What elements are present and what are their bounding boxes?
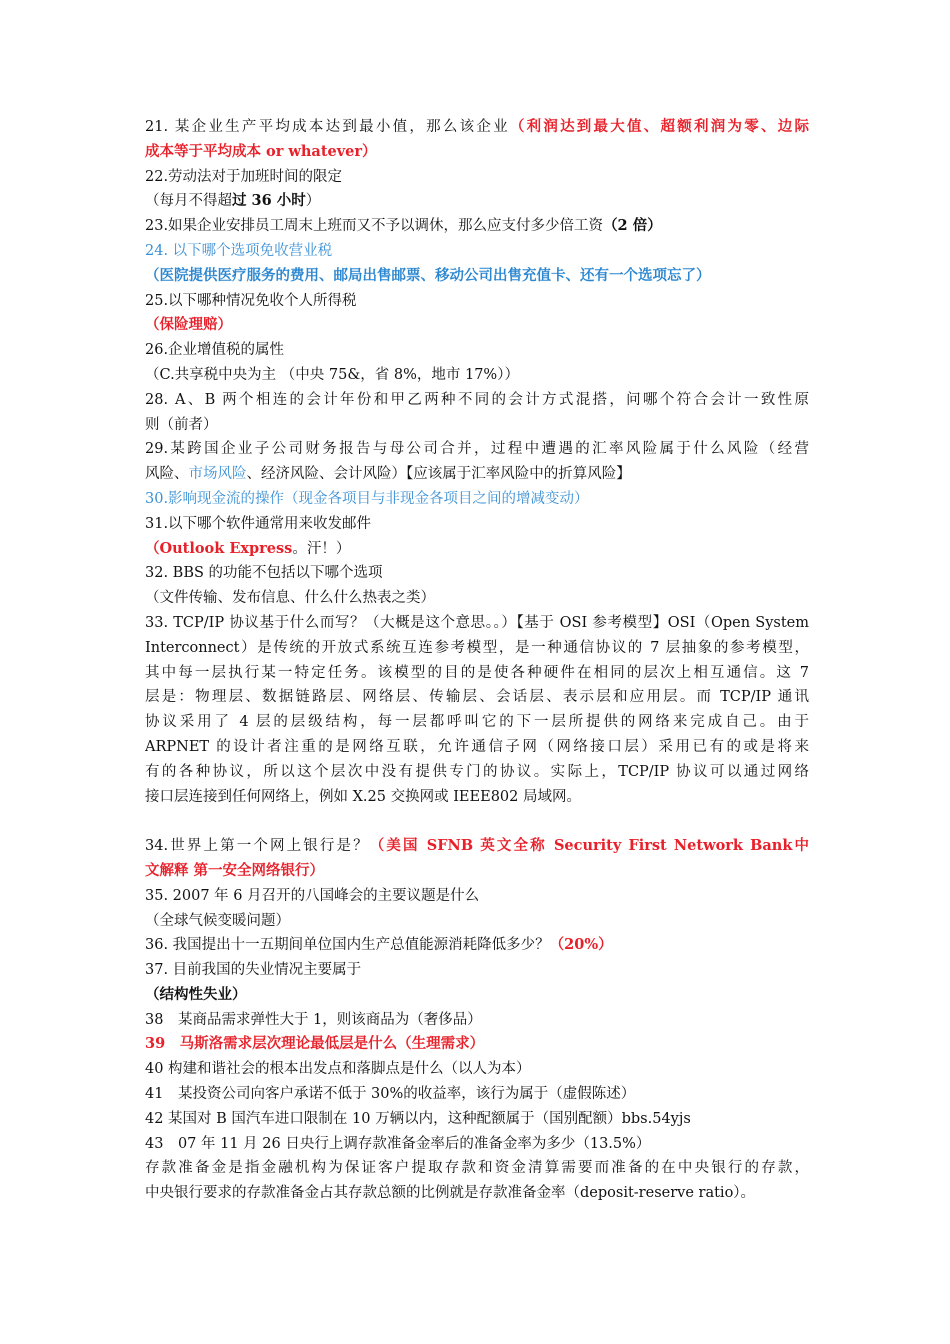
q33-line1: 33. TCP/IP 协议基于什么而写？（大概是这个意思。。）【基于 OSI 参考模型】OSI（Open System	[145, 614, 809, 631]
q29-market-risk: 市场风险	[188, 466, 247, 483]
q26-question: 26.企业增值税的属性	[145, 342, 285, 359]
q29-line2: 风险、市场风险、经济风险、会计风险）【应该属于汇率风险中的折算风险】	[145, 466, 631, 483]
paragraph-gap	[145, 809, 809, 834]
q43-explanation-line2: 中央银行要求的存款准备金占其存款总额的比例就是存款准备金率（deposit-reserve ratio）。	[145, 1185, 756, 1202]
q40-line: 40 构建和谐社会的根本出发点和落脚点是什么（以人为本）	[145, 1061, 531, 1078]
q43-line: 43 07 年 11 月 26 日央行上调存款准备金率后的准备金率为多少（13.5%）	[145, 1135, 651, 1152]
q33-line5: 协议采用了 4 层的层级结构，每一层都呼叫它的下一层所提供的网络来完成自己。由于	[145, 714, 809, 731]
q33-line6: ARPNET 的设计者注重的是网络互联，允许通信子网（网络接口层）采用已有的或是将来	[145, 738, 809, 755]
q33-line3: 其中每一层执行某一特定任务。该模型的目的是使各种硬件在相同的层次上相互通信。这 7	[145, 664, 809, 681]
q36-answer: （20%）	[549, 936, 613, 954]
q23-line	[145, 214, 809, 239]
q30-line: 30.影响现金流的操作（现金各项目与非现金各项目之间的增减变动）	[145, 490, 589, 507]
q23-question: 23.如果企业安排员工周末上班而又不予以调休，那么应支付多少倍工资	[145, 218, 604, 235]
q34-line1: 34.世界上第一个网上银行是？（美国 SFNB 英文全称 Security First Network Bank中	[145, 837, 809, 855]
q34-answer-part2: 文解释 第一安全网络银行）	[145, 861, 325, 879]
q38-line: 38 某商品需求弹性大于 1，则该商品为（奢侈品）	[145, 1011, 482, 1028]
q42-line: 42 某国对 B 国汽车进口限制在 10 万辆以内，这种配额属于（国别配额）bbs.54yjs	[145, 1110, 691, 1127]
q33-line2: Interconnect）是传统的开放式系统互连参考模型，是一种通信协议的 7 层抽象的参考模型，	[145, 639, 809, 656]
q24-question: 24. 以下哪个选项免收营业税	[145, 242, 333, 259]
q25-question: 25.以下哪种情况免收个人所得税	[145, 292, 357, 309]
q33-line4: 层是：物理层、数据链路层、网络层、传输层、会话层、表示层和应用层。而 TCP/IP 通讯	[145, 689, 809, 706]
q22-answer: （每月不得超过 36 小时）	[145, 192, 321, 210]
q32-answer: （文件传输、发布信息、什么什么热表之类）	[145, 590, 435, 607]
q41-line: 41 某投资公司向客户承诺不低于 30%的收益率，该行为属于（虚假陈述）	[145, 1086, 636, 1103]
q23-answer: （2 倍）	[603, 217, 662, 235]
q21-question: 21. 某企业生产平均成本达到最小值，那么该企业	[145, 119, 510, 135]
q28-line1: 28. A、B 两个相连的会计年份和甲乙两种不同的会计方式混搭，问哪个符合会计一致性原	[145, 391, 809, 408]
q33-line7: 有的各种协议，所以这个层次中没有提供专门的协议。实际上，TCP/IP 协议可以通过网络	[145, 763, 809, 780]
q35-answer: （全球气候变暖问题）	[145, 912, 290, 929]
q31-answer: （Outlook Express。汗！）	[145, 539, 351, 557]
q37-question: 37. 目前我国的失业情况主要属于	[145, 962, 362, 979]
q25-answer: （保险理赔）	[145, 316, 232, 334]
q35-question: 35. 2007 年 6 月召开的八国峰会的主要议题是什么	[145, 887, 480, 904]
q31-question: 31.以下哪个软件通常用来收发邮件	[145, 515, 372, 532]
q36-line	[145, 933, 809, 958]
q34-answer-part1: （美国 SFNB 英文全称 Security First Network Bank	[369, 837, 793, 855]
q21-answer-part2: 成本等于平均成本 or whatever）	[145, 142, 377, 160]
document-page	[145, 115, 809, 1206]
q37-answer: （结构性失业）	[145, 985, 247, 1003]
q29-line1: 29.某跨国企业子公司财务报告与母公司合并，过程中遭遇的汇率风险属于什么风险（经营	[145, 441, 809, 458]
q21-answer-part1: （利润达到最大值、超额利润为零、边际	[509, 118, 809, 135]
q34-question: 34.世界上第一个网上银行是？	[145, 838, 370, 855]
q21-line1	[145, 115, 809, 140]
q22-question: 22.劳动法对于加班时间的限定	[145, 168, 343, 185]
q28-line2: 则（前者）	[145, 416, 218, 433]
q26-answer: （C.共享税中央为主 （中央 75&，省 8%，地市 17%））	[145, 366, 519, 383]
q24-answer: （医院提供医疗服务的费用、邮局出售邮票、移动公司出售充值卡、还有一个选项忘了）	[145, 266, 711, 284]
q36-question: 36. 我国提出十一五期间单位国内生产总值能源消耗降低多少？	[145, 937, 550, 954]
q33-line8: 接口层连接到任何网络上，例如 X.25 交换网或 IEEE802 局域网。	[145, 788, 581, 805]
q32-question: 32. BBS 的功能不包括以下哪个选项	[145, 565, 383, 582]
q39-line: 39 马斯洛需求层次理论最低层是什么（生理需求）	[145, 1035, 485, 1053]
q43-explanation-line1: 存款准备金是指金融机构为保证客户提取存款和资金清算需要而准备的在中央银行的存款，	[145, 1160, 809, 1177]
